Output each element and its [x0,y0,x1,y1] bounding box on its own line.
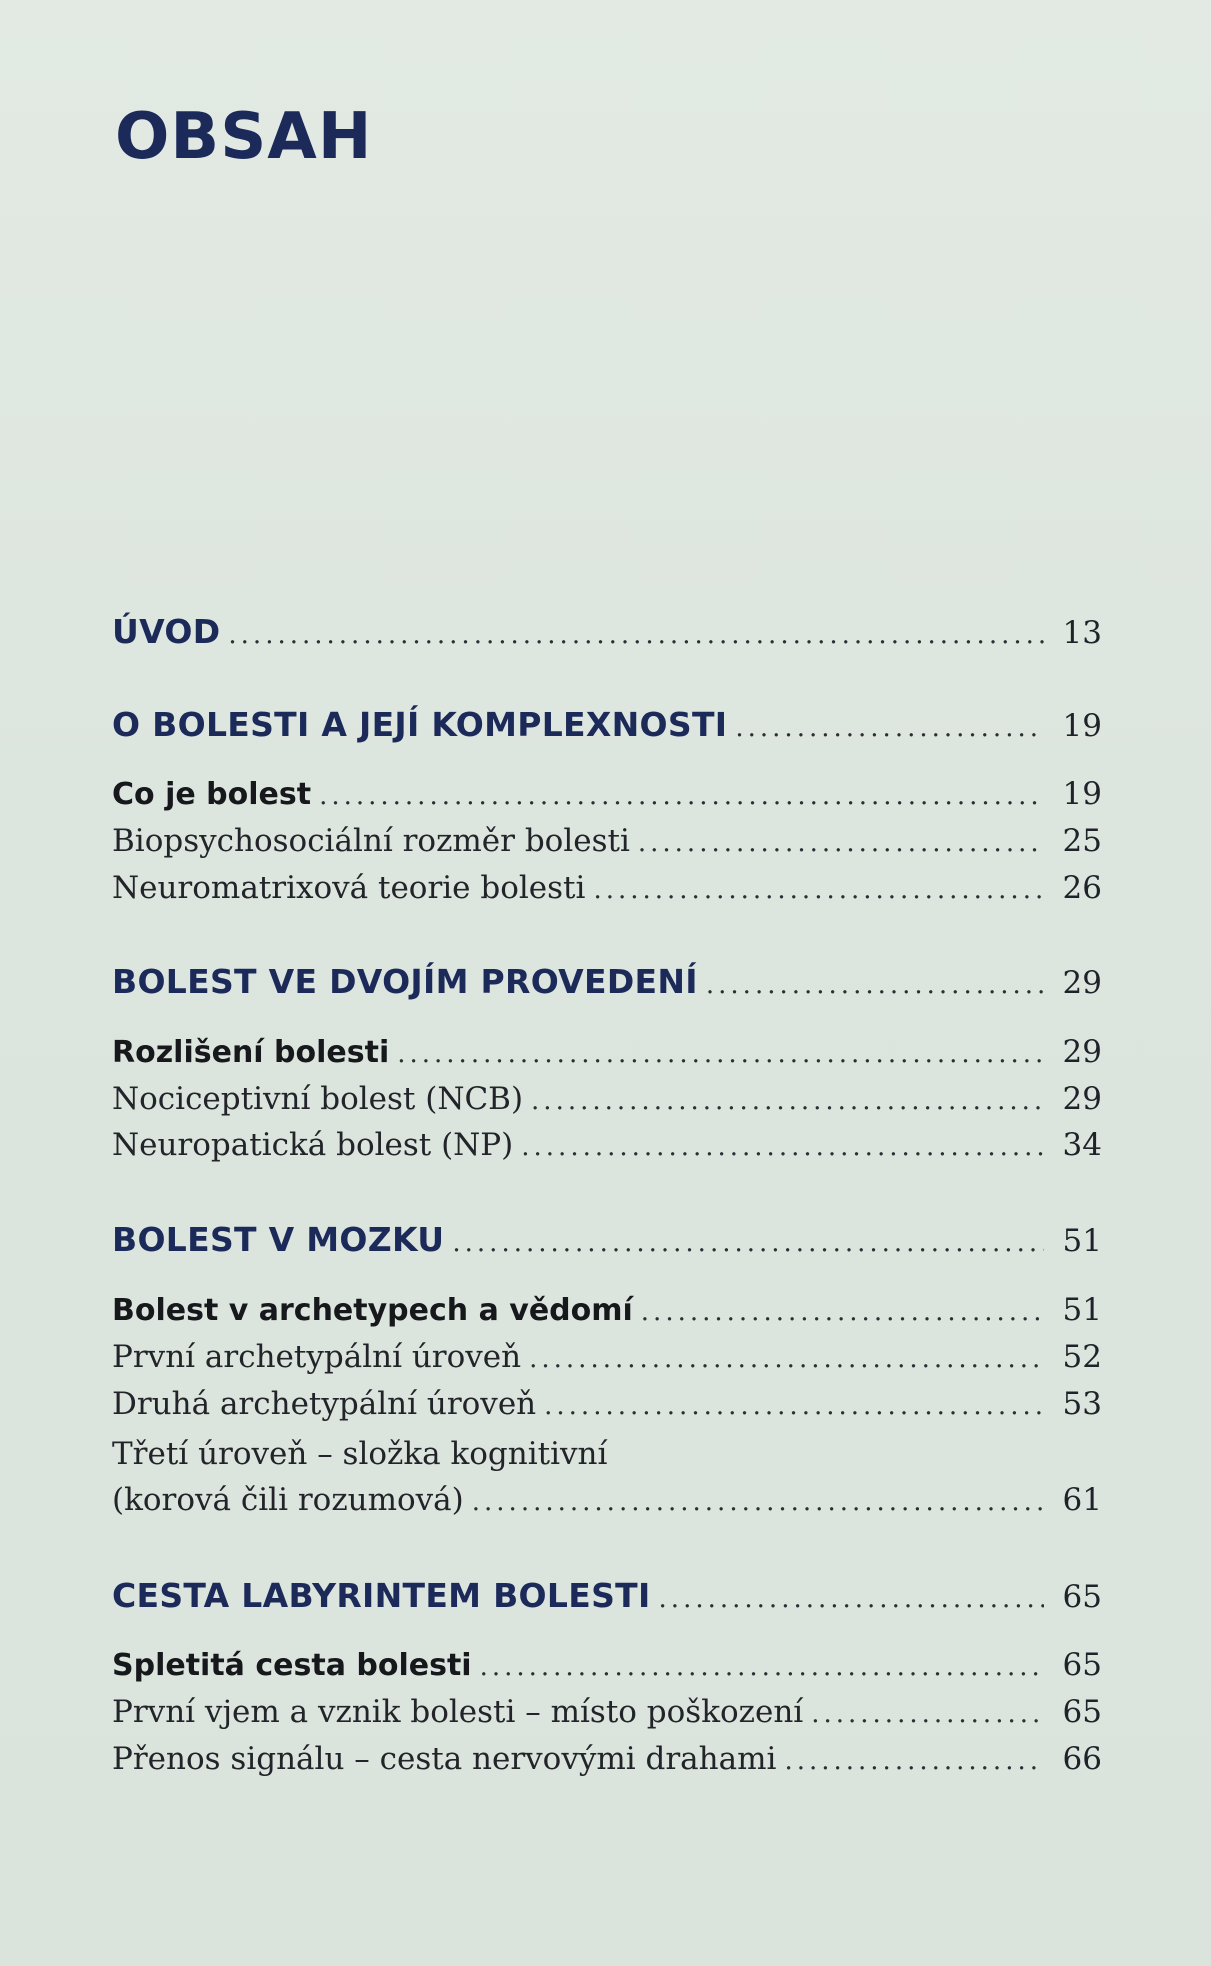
toc-chapter-entry [112,962,1102,1001]
toc-leader-dots [706,970,1044,1000]
toc-subsection-entry [112,1741,1102,1777]
toc-leader-dots [319,781,1044,811]
toc-leader-dots [544,1391,1044,1421]
toc-leader-dots [638,828,1044,858]
toc-page-number: 19 [1062,708,1102,744]
toc-leader-dots [480,1652,1044,1682]
toc-section-entry [112,1647,1102,1683]
toc-page-number: 26 [1062,870,1102,906]
toc-leader-dots [397,1039,1044,1069]
toc-subsection-title-line: Třetí úroveň – složka kognitivní [112,1436,608,1472]
toc-entry-title: První vjem a vznik bolesti – místo poškození [112,1694,804,1730]
toc-page-number: 65 [1062,1579,1102,1615]
toc-page-number: 13 [1062,615,1102,651]
toc-entry-title: První archetypální úroveň [112,1339,522,1375]
toc-subsection-entry [112,870,1102,906]
toc-chapter-entry [112,1220,1102,1259]
toc-leader-dots [641,1297,1044,1327]
toc-entry-title: Nociceptivní bolest (NCB) [112,1081,524,1117]
toc-entry-title: (korová čili rozumová) [112,1482,464,1518]
toc-leader-dots [472,1487,1044,1517]
toc-leader-dots [659,1584,1044,1614]
toc-leader-dots [521,1132,1044,1162]
toc-leader-dots [452,1228,1044,1258]
toc-leader-dots [593,875,1044,905]
toc-entry-title: Přenos signálu – cesta nervovými drahami [112,1741,777,1777]
toc-entry-title: Neuromatrixová teorie bolesti [112,870,586,906]
toc-entry-title: ÚVOD [112,612,221,651]
toc-leader-dots [811,1699,1044,1729]
toc-page-number: 19 [1062,776,1102,812]
toc-page-number: 29 [1062,1081,1102,1117]
toc-entry-title: Rozlišení bolesti [112,1035,390,1070]
toc-page-number: 65 [1062,1694,1102,1730]
toc-chapter-entry [112,705,1102,744]
toc-leader-dots [529,1344,1044,1374]
toc-section-entry [112,1292,1102,1328]
toc-leader-dots [784,1746,1044,1776]
toc-leader-dots [735,713,1044,743]
toc-entry-title: BOLEST VE DVOJÍM PROVEDENÍ [112,962,698,1001]
toc-entry-title: Druhá archetypální úroveň [112,1386,537,1422]
page-title: OBSAH [115,100,373,174]
toc-page-number: 25 [1062,823,1102,859]
toc-entry-title: Spletitá cesta bolesti [112,1648,472,1683]
toc-entry-title: Neuropatická bolest (NP) [112,1127,514,1163]
toc-page-number: 65 [1062,1647,1102,1683]
toc-subsection-entry [112,823,1102,859]
toc-chapter-entry [112,612,1102,651]
toc-subsection-entry [112,1081,1102,1117]
toc-entry-title: Bolest v archetypech a vědomí [112,1293,633,1328]
toc-entry-title: Co je bolest [112,777,312,812]
toc-subsection-entry [112,1482,1102,1518]
toc-page-number: 61 [1062,1482,1102,1518]
toc-page-number: 29 [1062,965,1102,1001]
toc-page-number: 51 [1062,1223,1102,1259]
toc-page-number: 52 [1062,1339,1102,1375]
toc-entry-title: Biopsychosociální rozměr bolesti [112,823,630,859]
toc-page-number: 66 [1062,1741,1102,1777]
toc-page-number: 53 [1062,1386,1102,1422]
toc-page-number: 34 [1062,1127,1102,1163]
toc-entry-title: BOLEST V MOZKU [112,1220,445,1259]
toc-leader-dots [228,620,1044,650]
toc-subsection-entry [112,1694,1102,1730]
toc-chapter-entry [112,1576,1102,1615]
toc-section-entry [112,776,1102,812]
toc-page-number: 29 [1062,1034,1102,1070]
toc-subsection-entry [112,1339,1102,1375]
toc-subsection-entry [112,1127,1102,1163]
toc-entry-title: O BOLESTI A JEJÍ KOMPLEXNOSTI [112,705,728,744]
toc-page-number: 51 [1062,1292,1102,1328]
toc-section-entry [112,1034,1102,1070]
toc-entry-title: CESTA LABYRINTEM BOLESTI [112,1576,651,1615]
toc-subsection-entry [112,1386,1102,1422]
toc-leader-dots [531,1086,1044,1116]
